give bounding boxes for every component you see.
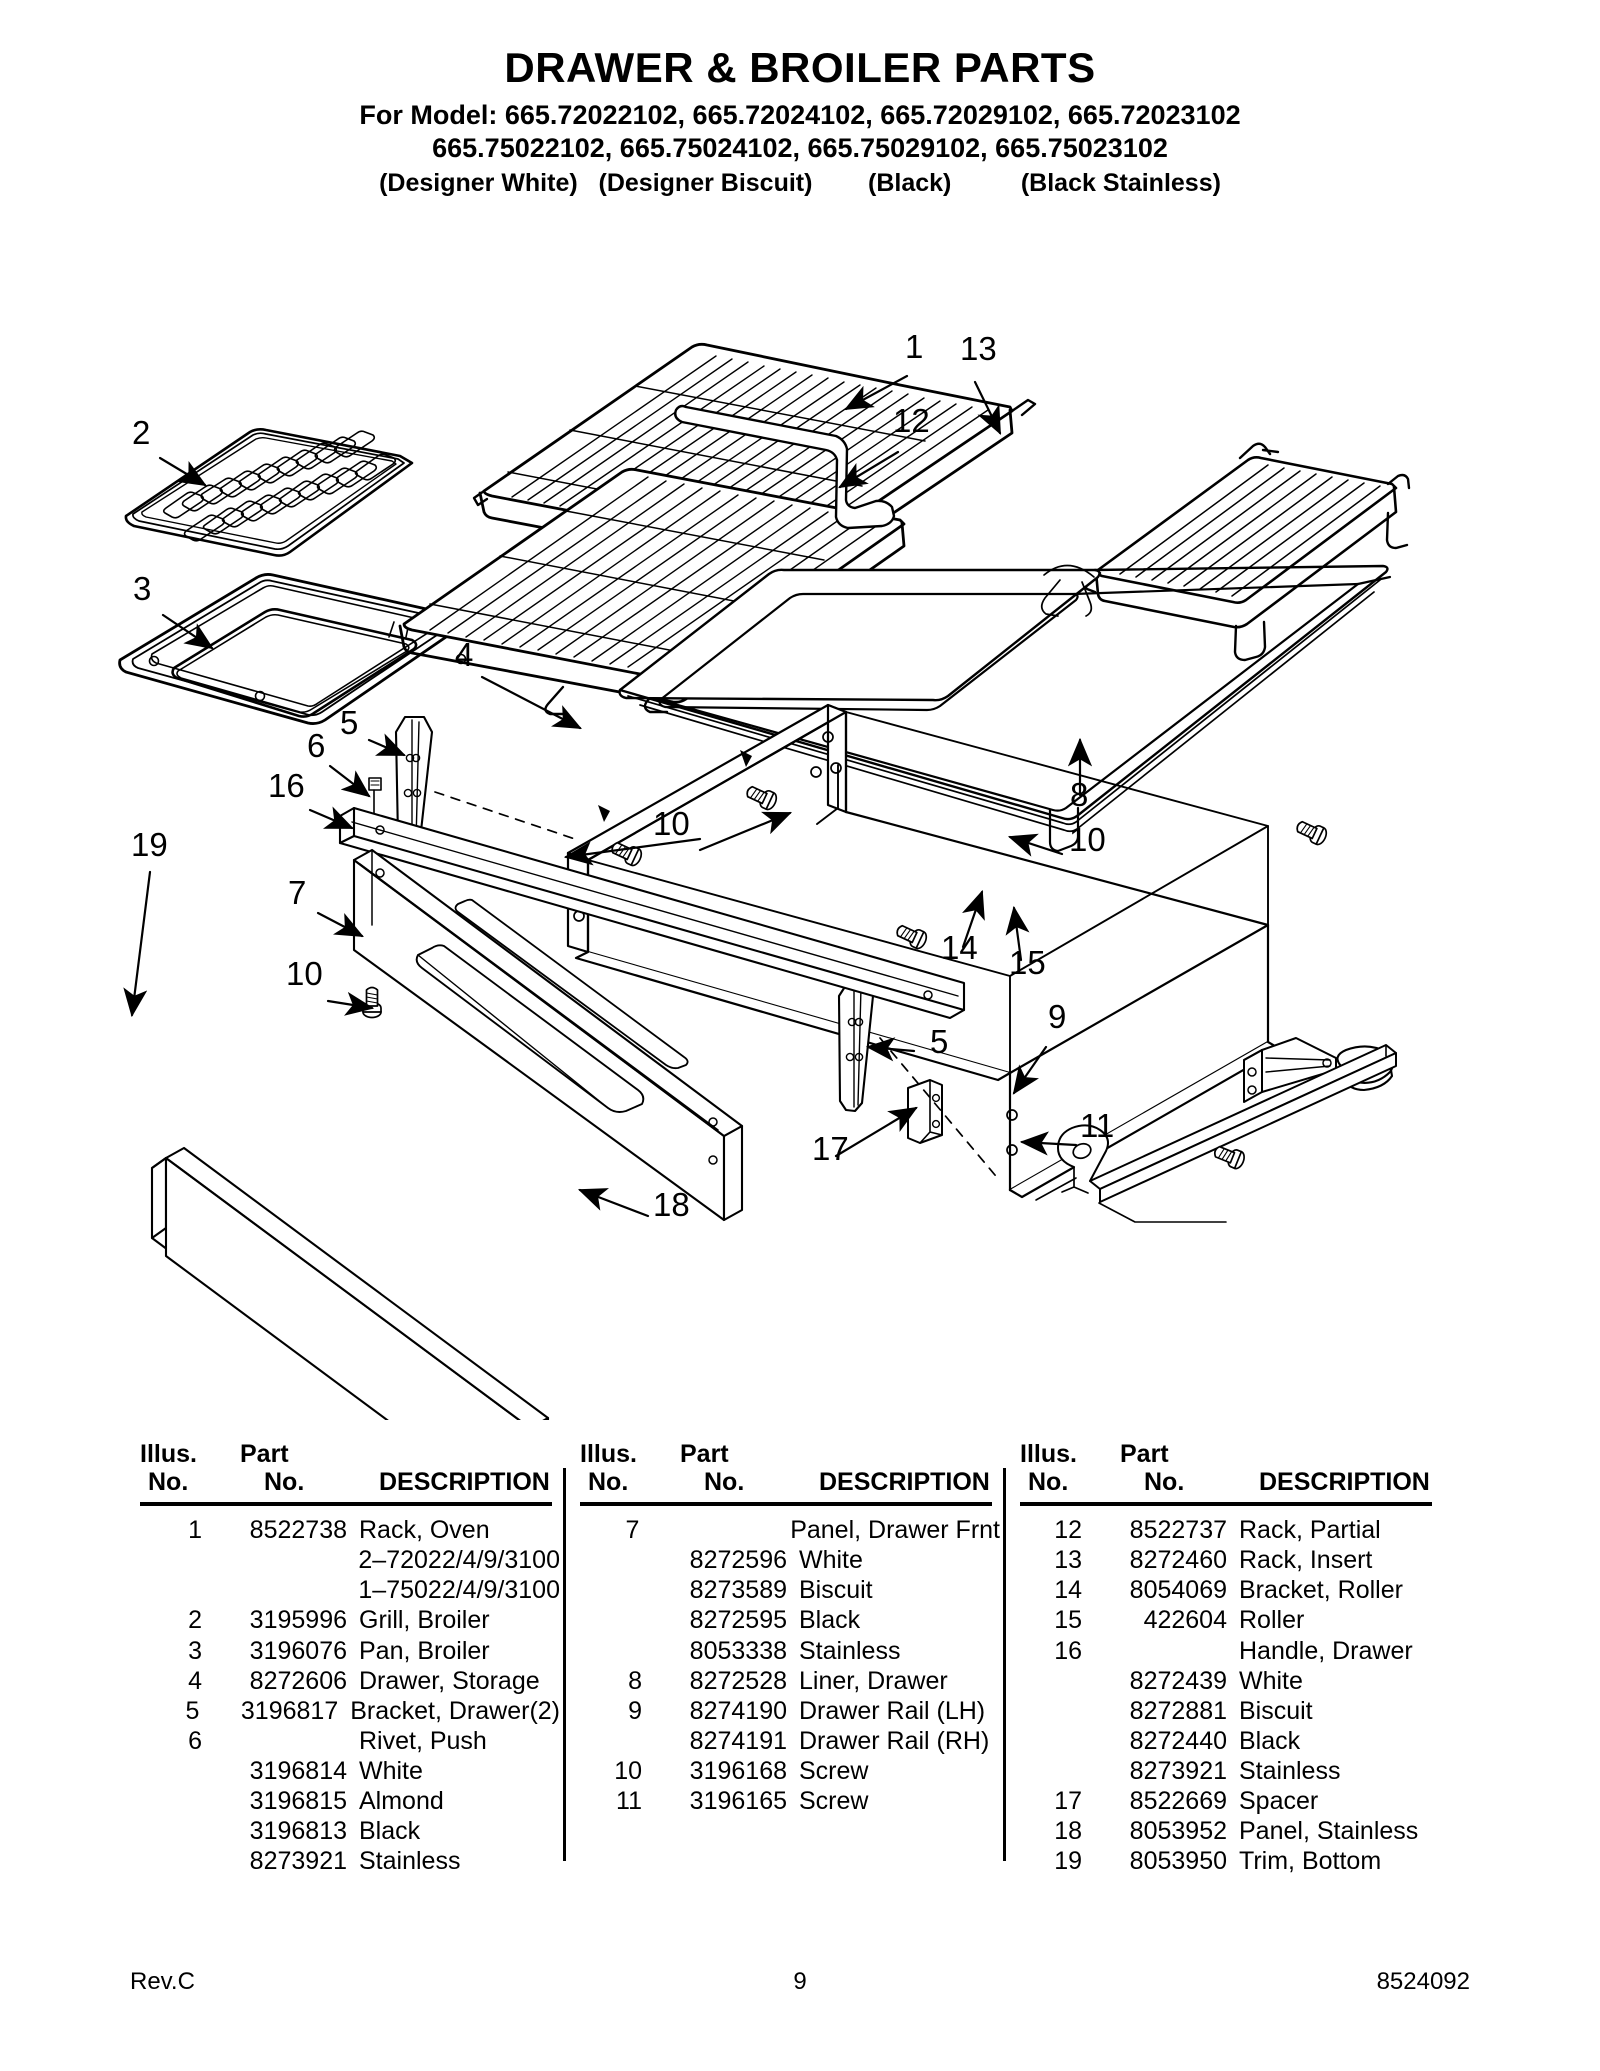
cell-illus-no	[140, 1846, 202, 1876]
model-line-2: 665.75022102, 665.75024102, 665.75029102, 665.75023102	[432, 133, 1168, 164]
document-number: 8524092	[1376, 1968, 1470, 1995]
table-row	[140, 1545, 560, 1575]
cell-part-no: 3196165	[689, 1787, 787, 1816]
cell-part-no: 8272439	[1129, 1666, 1227, 1695]
callout-11: 11	[1080, 1107, 1115, 1144]
cell-part-no: 8272595	[689, 1606, 787, 1635]
cell-illus-no	[140, 1786, 202, 1816]
header-part-line2: No.	[264, 1468, 305, 1496]
cell-illus-no: 12	[1054, 1516, 1082, 1544]
header-description: DESCRIPTION	[819, 1468, 990, 1496]
header-part-line1: Part	[240, 1440, 289, 1468]
cell-description: Liner, Drawer	[799, 1666, 948, 1695]
cell-illus-no	[1020, 1756, 1082, 1786]
table-row	[580, 1545, 1000, 1575]
cell-description: Bracket, Drawer(2)	[350, 1696, 560, 1725]
cell-illus-no: 7	[625, 1516, 640, 1544]
callout-2: 2	[132, 414, 151, 451]
table-row	[580, 1575, 1000, 1605]
part-drawer-liner	[620, 565, 1390, 851]
table-row	[140, 1605, 560, 1635]
table-header-rule	[1020, 1502, 1432, 1506]
parts-column-1	[140, 1440, 560, 1877]
cell-part-no: 8273589	[689, 1576, 787, 1605]
cell-description: Black	[359, 1817, 421, 1846]
cell-description: White	[1239, 1666, 1303, 1695]
cell-description: Drawer Rail (LH)	[799, 1696, 986, 1725]
cell-description: Spacer	[1239, 1787, 1319, 1816]
table-row	[140, 1816, 560, 1846]
cell-illus-no: 11	[616, 1787, 642, 1816]
part-screw-a	[744, 782, 779, 811]
cell-part-no: 8272606	[249, 1666, 347, 1695]
cell-description: Roller	[1239, 1606, 1305, 1635]
table-row	[1020, 1786, 1440, 1816]
callout-7: 7	[288, 874, 307, 911]
cell-part-no: 422604	[1143, 1606, 1227, 1635]
table-divider-1	[563, 1468, 566, 1861]
callout-13: 13	[960, 330, 997, 367]
cell-description: Screw	[799, 1787, 869, 1816]
table-row	[580, 1696, 1000, 1726]
cell-part-no	[639, 1515, 790, 1545]
cell-part-no: 3196814	[249, 1757, 347, 1785]
cell-description: Biscuit	[799, 1576, 873, 1605]
cell-illus-no: 18	[1054, 1817, 1082, 1846]
table-row	[140, 1515, 560, 1545]
cell-description: White	[359, 1757, 423, 1785]
table-row	[580, 1756, 1000, 1786]
cell-description: Panel, Drawer Frnt	[790, 1516, 1000, 1544]
cell-description: Grill, Broiler	[359, 1606, 490, 1635]
callout-8: 8	[1070, 776, 1089, 813]
cell-illus-no	[1020, 1666, 1082, 1696]
cell-illus-no	[580, 1636, 642, 1666]
table-row	[1020, 1605, 1440, 1635]
header-illus-line2: No.	[1028, 1468, 1069, 1496]
cell-description: Black	[799, 1606, 861, 1635]
cell-description: Stainless	[1239, 1757, 1341, 1785]
cell-illus-no	[580, 1605, 642, 1635]
cell-part-no	[202, 1726, 359, 1756]
callout-17: 17	[812, 1130, 849, 1167]
callout-3: 3	[133, 570, 152, 607]
table-row	[140, 1636, 560, 1666]
header-part-line2: No.	[1144, 1468, 1185, 1496]
cell-part-no: 8274190	[689, 1696, 787, 1725]
callout-10: 10	[653, 805, 690, 842]
table-row	[1020, 1756, 1440, 1786]
cell-illus-no: 16	[1054, 1636, 1082, 1665]
table-row	[1020, 1726, 1440, 1756]
table-row	[140, 1666, 560, 1696]
cell-illus-no: 8	[628, 1666, 642, 1695]
table-row	[1020, 1545, 1440, 1575]
cell-part-no	[202, 1575, 359, 1605]
table-row	[140, 1756, 560, 1786]
part-screw-d	[1294, 817, 1329, 846]
cell-illus-no	[140, 1575, 202, 1605]
table-row	[1020, 1636, 1440, 1666]
header-part-line2: No.	[704, 1468, 745, 1496]
cell-illus-no	[140, 1816, 202, 1846]
parts-rows-2	[580, 1515, 1000, 1816]
cell-illus-no	[580, 1545, 642, 1575]
part-broiler-pan	[120, 574, 466, 723]
cell-illus-no: 1	[188, 1516, 202, 1544]
cell-illus-no: 10	[614, 1757, 642, 1785]
cell-description: Drawer, Storage	[359, 1666, 540, 1695]
cell-part-no: 8053950	[1129, 1847, 1227, 1876]
table-row	[140, 1696, 560, 1726]
table-header-3	[1020, 1440, 1440, 1496]
part-spacer	[908, 1080, 942, 1143]
cell-part-no: 8272528	[689, 1666, 787, 1695]
cell-illus-no	[1020, 1726, 1082, 1756]
cell-illus-no	[1020, 1696, 1082, 1726]
table-row	[1020, 1515, 1440, 1545]
cell-description: Stainless	[359, 1847, 461, 1876]
page-title: DRAWER & BROILER PARTS	[504, 44, 1096, 91]
callout-15: 15	[1009, 944, 1046, 981]
revision-label: Rev.C	[130, 1968, 195, 1995]
callout-10b: 10	[1069, 821, 1106, 858]
cell-description: Black	[1239, 1726, 1301, 1755]
header-illus-line2: No.	[148, 1468, 189, 1496]
table-row	[1020, 1846, 1440, 1876]
cell-description: Drawer Rail (RH)	[799, 1726, 990, 1755]
cell-illus-no: 17	[1054, 1787, 1082, 1816]
callout-5: 5	[340, 704, 359, 741]
callout-19: 19	[131, 826, 168, 863]
header-illus-line1: Illus.	[140, 1440, 197, 1468]
parts-list-table	[0, 1440, 1600, 1880]
header-part-line1: Part	[680, 1440, 729, 1468]
table-header-2	[580, 1440, 1000, 1496]
cell-illus-no: 14	[1054, 1576, 1082, 1605]
table-header-rule	[140, 1502, 552, 1506]
cell-description: Handle, Drawer	[1239, 1636, 1413, 1665]
table-row	[1020, 1575, 1440, 1605]
cell-description: 2–72022/4/9/3100	[358, 1546, 560, 1575]
cell-part-no: 8522737	[1129, 1516, 1227, 1544]
header-description: DESCRIPTION	[1259, 1468, 1430, 1496]
table-header-rule	[580, 1502, 992, 1506]
header-illus-line1: Illus.	[580, 1440, 637, 1468]
table-row	[1020, 1666, 1440, 1696]
cell-illus-no: 3	[188, 1636, 202, 1665]
table-row	[580, 1726, 1000, 1756]
header-illus-line2: No.	[588, 1468, 629, 1496]
cell-part-no: 8272881	[1129, 1696, 1227, 1725]
table-header-1	[140, 1440, 560, 1496]
cell-illus-no	[580, 1575, 642, 1605]
callout-14: 14	[941, 929, 978, 966]
cell-part-no: 3196817	[240, 1696, 339, 1725]
part-broiler-grill	[126, 429, 412, 555]
exploded-parts-diagram	[0, 160, 1600, 1420]
cell-description: Rivet, Push	[359, 1726, 487, 1755]
parts-rows-1	[140, 1515, 560, 1877]
cell-illus-no: 5	[185, 1696, 200, 1725]
finish-names-row: (Designer White) (Designer Biscuit) (Black) (Black Stainless)	[379, 168, 1221, 197]
part-rack-insert	[1085, 444, 1409, 660]
cell-illus-no	[140, 1756, 202, 1786]
table-row	[580, 1786, 1000, 1816]
callout-16: 16	[268, 767, 305, 804]
cell-part-no: 8053952	[1129, 1817, 1227, 1846]
cell-description: Rack, Oven	[359, 1516, 490, 1544]
cell-part-no: 8053338	[689, 1636, 787, 1665]
callout-9: 9	[1048, 998, 1067, 1035]
callout-5b: 5	[930, 1023, 949, 1060]
cell-part-no: 3195996	[249, 1606, 347, 1635]
table-row	[1020, 1816, 1440, 1846]
cell-part-no: 8273921	[1129, 1757, 1227, 1785]
callout-1: 1	[905, 328, 924, 365]
cell-part-no: 8272440	[1129, 1726, 1227, 1755]
table-row	[580, 1636, 1000, 1666]
header-part-line1: Part	[1120, 1440, 1169, 1468]
cell-part-no: 8054069	[1129, 1576, 1227, 1605]
table-row	[140, 1846, 560, 1876]
cell-illus-no: 15	[1054, 1606, 1082, 1635]
callout-6: 6	[307, 727, 326, 764]
cell-illus-no	[140, 1545, 202, 1575]
table-divider-2	[1003, 1468, 1006, 1861]
table-row	[140, 1726, 560, 1756]
cell-illus-no: 13	[1054, 1546, 1082, 1575]
cell-description: 1–75022/4/9/3100	[358, 1576, 560, 1605]
cell-illus-no	[580, 1726, 642, 1756]
cell-description: Trim, Bottom	[1239, 1847, 1382, 1876]
page-footer	[0, 1968, 1600, 2018]
cell-part-no: 3196168	[689, 1757, 787, 1785]
cell-part-no: 3196813	[249, 1817, 347, 1846]
table-row	[580, 1666, 1000, 1696]
cell-description: Panel, Stainless	[1239, 1817, 1419, 1846]
callout-4: 4	[455, 636, 474, 673]
cell-description: Rack, Partial	[1239, 1516, 1381, 1544]
cell-part-no: 8272460	[1129, 1546, 1227, 1575]
table-row	[140, 1786, 560, 1816]
cell-description: Rack, Insert	[1239, 1546, 1373, 1575]
cell-illus-no: 4	[188, 1666, 202, 1695]
cell-part-no: 3196076	[249, 1636, 347, 1665]
cell-illus-no: 9	[628, 1696, 642, 1725]
table-row	[140, 1575, 560, 1605]
cell-description: Almond	[359, 1787, 444, 1816]
table-row	[580, 1515, 1000, 1545]
table-row	[580, 1605, 1000, 1635]
cell-description: White	[799, 1546, 863, 1575]
parts-rows-3	[1020, 1515, 1440, 1877]
cell-part-no: 8274191	[689, 1726, 787, 1755]
parts-column-3	[1020, 1440, 1440, 1877]
callout-12: 12	[893, 402, 930, 439]
cell-description: Pan, Broiler	[359, 1636, 490, 1665]
cell-part-no: 8272596	[689, 1546, 787, 1575]
cell-part-no	[202, 1545, 359, 1575]
cell-description: Screw	[799, 1757, 869, 1785]
cell-part-no: 3196815	[249, 1787, 347, 1816]
header-illus-line1: Illus.	[1020, 1440, 1077, 1468]
cell-illus-no: 19	[1054, 1847, 1082, 1876]
part-stainless-panel	[166, 1148, 548, 1420]
cell-description: Bracket, Roller	[1239, 1576, 1403, 1605]
cell-illus-no: 2	[188, 1606, 202, 1635]
callout-18: 18	[653, 1186, 690, 1223]
header-description: DESCRIPTION	[379, 1468, 550, 1496]
part-screw-e	[363, 988, 381, 1018]
cell-part-no: 8273921	[249, 1847, 347, 1876]
cell-part-no: 8522738	[249, 1516, 347, 1544]
cell-illus-no: 6	[188, 1726, 202, 1755]
cell-description: Stainless	[799, 1636, 901, 1665]
cell-description: Biscuit	[1239, 1696, 1313, 1725]
page-number: 9	[793, 1968, 807, 1995]
model-line-1: For Model: 665.72022102, 665.72024102, 665.72029102, 665.72023102	[359, 100, 1241, 131]
cell-part-no: 8522669	[1129, 1787, 1227, 1816]
parts-column-2	[580, 1440, 1000, 1816]
table-row	[1020, 1696, 1440, 1726]
callout-10c: 10	[286, 955, 323, 992]
cell-part-no	[1082, 1636, 1239, 1666]
